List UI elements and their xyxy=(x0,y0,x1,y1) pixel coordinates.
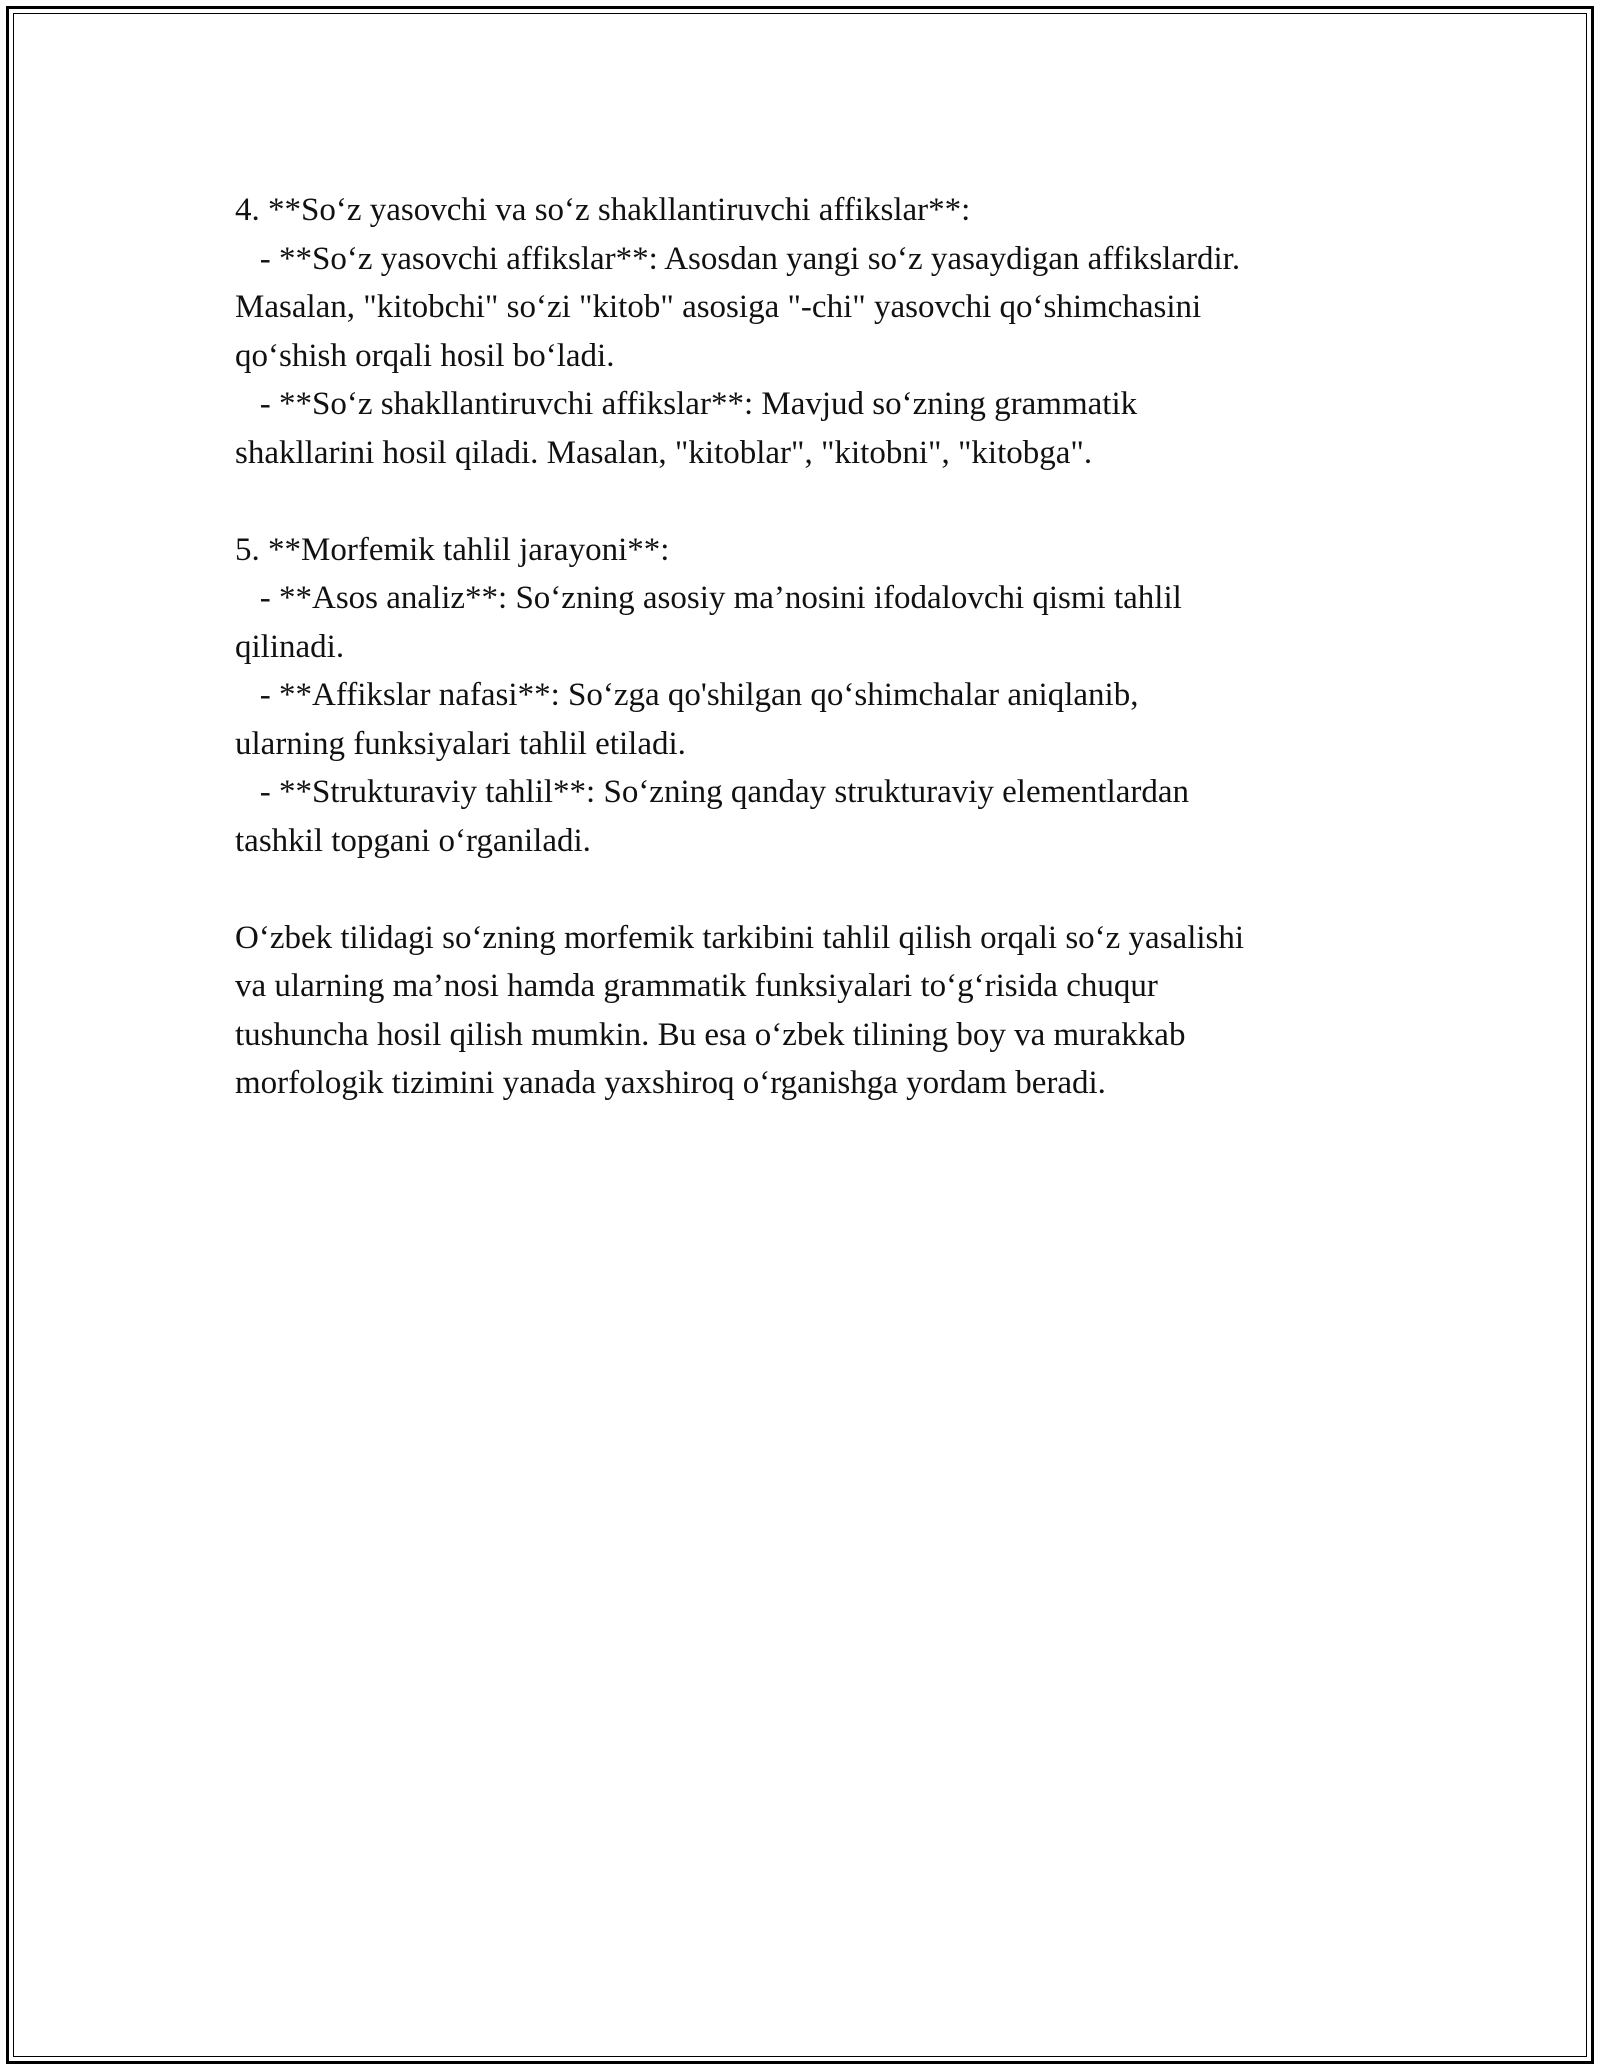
paragraph-line: ularning funksiyalari tahlil etiladi. xyxy=(235,725,686,762)
paragraph-line: va ularning ma’nosi hamda grammatik funksiyalari to‘g‘risida chuqur xyxy=(235,968,1158,1004)
paragraph-line: - **Strukturaviy tahlil**: So‘zning qanday strukturaviy elementlardan xyxy=(235,774,1190,810)
paragraph-line: - **Affikslar nafasi**: So‘zga qo'shilgan qo‘shimchalar aniqlanib, xyxy=(235,677,1139,713)
section-heading: 4. **So‘z yasovchi va so‘z shakllantiruvchi affikslar**: xyxy=(235,192,971,228)
paragraph-line: qo‘shish orqali hosil bo‘ladi. xyxy=(235,337,615,374)
section-affixes xyxy=(235,186,1375,477)
paragraph-line: - **So‘z yasovchi affikslar**: Asosdan yangi so‘z yasaydigan affikslardir. xyxy=(235,240,1241,277)
conclusion-paragraph xyxy=(235,914,1375,1108)
paragraph-line: - **Asos analiz**: So‘zning asosiy ma’nosini ifodalovchi qismi tahlil xyxy=(235,580,1182,616)
paragraph-line: tashkil topgani o‘rganiladi. xyxy=(235,822,591,859)
paragraph-line: tushuncha hosil qilish mumkin. Bu esa o‘zbek tilining boy va murakkab xyxy=(235,1016,1186,1053)
paragraph-line: morfologik tizimini yanada yaxshiroq o‘rganishga yordam beradi. xyxy=(235,1065,1106,1101)
paragraph-line: Masalan, "kitobchi" so‘zi "kitob" asosiga "-chi" yasovchi qo‘shimchasini xyxy=(235,289,1202,325)
paragraph-gap xyxy=(235,477,1375,526)
section-morphemic-analysis xyxy=(235,526,1375,866)
section-heading: 5. **Morfemik tahlil jarayoni**: xyxy=(235,531,670,568)
paragraph-gap xyxy=(235,865,1375,914)
paragraph-line: shakllarini hosil qiladi. Masalan, "kitoblar", "kitobni", "kitobga". xyxy=(235,434,1093,471)
document-body xyxy=(235,186,1375,1108)
paragraph-line: qilinadi. xyxy=(235,628,345,665)
paragraph-line: O‘zbek tilidagi so‘zning morfemik tarkibini tahlil qilish orqali so‘z yasalishi xyxy=(235,919,1245,956)
paragraph-line: - **So‘z shakllantiruvchi affikslar**: Mavjud so‘zning grammatik xyxy=(235,386,1138,422)
